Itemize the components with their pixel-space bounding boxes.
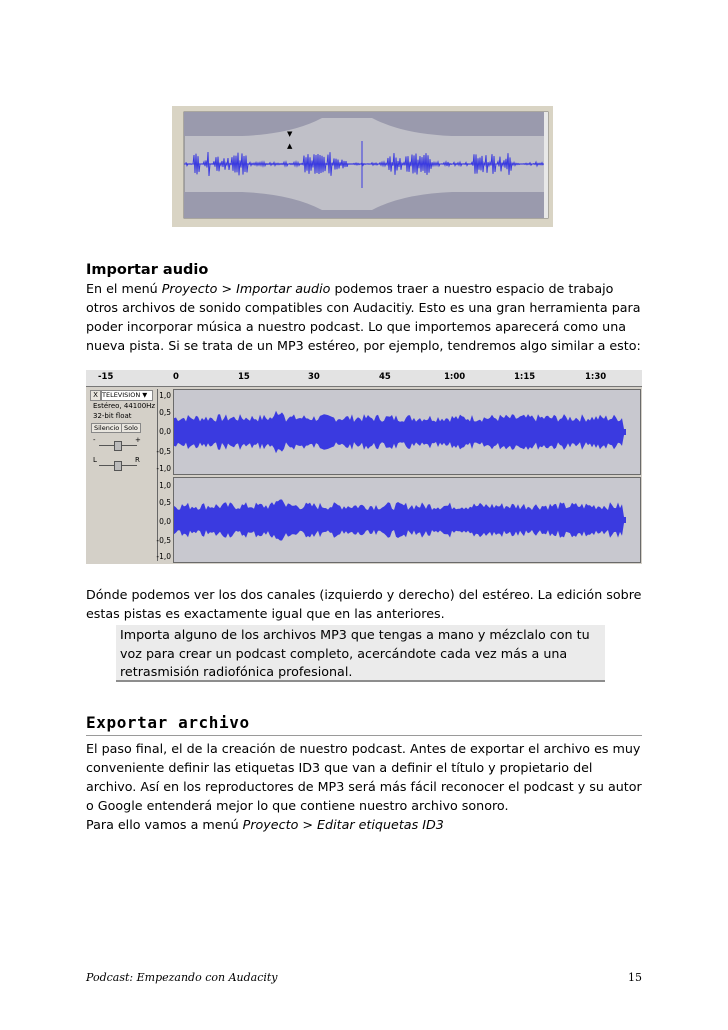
import-paragraph: En el menú Proyecto > Importar audio podemos traer a nuestro espacio de trabajo otros archivos de sonido compatibles con Audacitiy. Esto es una gran herramienta para poder incorporar música a nuestro podcast. Lo que importemos aparecerá como una nueva pista. Si se trata de un MP3 estéreo, por ejemplo, tendremos algo similar a esto: [86, 281, 641, 353]
gain-minus-label: - [93, 436, 96, 444]
ruler-label: 1:15 [514, 372, 536, 382]
pan-left-label: L [93, 456, 97, 464]
heading-divider [86, 735, 642, 736]
scale-label: 1,0 [159, 481, 171, 490]
callout-text: Importa alguno de los archivos MP3 que tengas a mano y mézclalo con tu voz para crear un podcast completo, acercándote cada vez más a una retrasmisión radiofónica profesional. [120, 627, 590, 679]
right-channel-waveform[interactable] [173, 477, 641, 563]
scale-label: 0,5 [159, 498, 171, 507]
menu-path-import: Proyecto > Importar audio [161, 281, 331, 296]
export-paragraph: El paso final, el de la creación de nuestro podcast. Antes de exportar el archivo es muy conveniente definir las etiquetas ID3 que van a definir el título y propietario del archivo. Así en los reproductores de MP3 será más fácil reconocer el podcast y su autor o Google entenderá mejor lo que contiene nuestro archivo sonoro. [86, 741, 642, 813]
scale-label: -0,5 [156, 536, 171, 545]
svg-text:▼: ▼ [287, 130, 293, 138]
close-track-button[interactable]: X [90, 390, 101, 401]
ruler-label: 1:30 [585, 372, 607, 382]
footer-title: Podcast: Empezando con Audacity [86, 971, 278, 984]
section-heading-export: Exportar archivo [86, 713, 250, 732]
envelope-waveform [172, 106, 553, 227]
track-bitdepth: 32-bit float [93, 412, 132, 420]
section-heading-import: Importar audio [86, 262, 209, 278]
scale-label: 1,0 [159, 391, 171, 400]
ruler-label: 15 [238, 372, 250, 382]
scale-label: -1,0 [156, 464, 171, 473]
left-channel-waveform[interactable] [173, 389, 641, 475]
envelope-screenshot [172, 106, 553, 227]
track-format: Estéreo, 44100Hz [93, 402, 156, 410]
pan-slider-handle[interactable] [114, 461, 122, 471]
svg-text:▲: ▲ [287, 142, 293, 150]
stereo-track-screenshot [86, 370, 642, 564]
stereo-description-paragraph: Dónde podemos ver los dos canales (izquierdo y derecho) del estéreo. La edición sobre estas pistas es exactamente igual que en las anteriores. [86, 587, 642, 621]
ruler-label: 0 [173, 372, 179, 382]
chevron-down-icon: ▼ [142, 391, 148, 399]
ruler-label: 45 [379, 372, 391, 382]
timeline-ruler[interactable] [86, 370, 642, 387]
amplitude-scale-top [148, 389, 173, 561]
solo-button[interactable]: Solo [121, 423, 141, 433]
ruler-label: -15 [98, 372, 114, 382]
export-paragraph-2: Para ello vamos a menú Proyecto > Editar etiquetas ID3 [86, 817, 444, 832]
activity-callout [116, 625, 605, 682]
track-name-menu[interactable]: TELEVISION ▼ [101, 390, 153, 401]
scale-label: 0,0 [159, 517, 171, 526]
scale-label: 0,0 [159, 427, 171, 436]
gain-slider-handle[interactable] [114, 441, 122, 451]
gain-plus-label: + [135, 436, 141, 444]
mute-button[interactable]: Silencio [91, 423, 122, 433]
ruler-label: 30 [308, 372, 320, 382]
pan-right-label: R [135, 456, 140, 464]
scale-label: 0,5 [159, 408, 171, 417]
ruler-label: 1:00 [444, 372, 466, 382]
menu-path-export: Proyecto > Editar etiquetas ID3 [242, 817, 444, 832]
scale-label: -1,0 [156, 552, 171, 561]
page-number: 15 [628, 971, 642, 984]
scale-label: -0,5 [156, 447, 171, 456]
